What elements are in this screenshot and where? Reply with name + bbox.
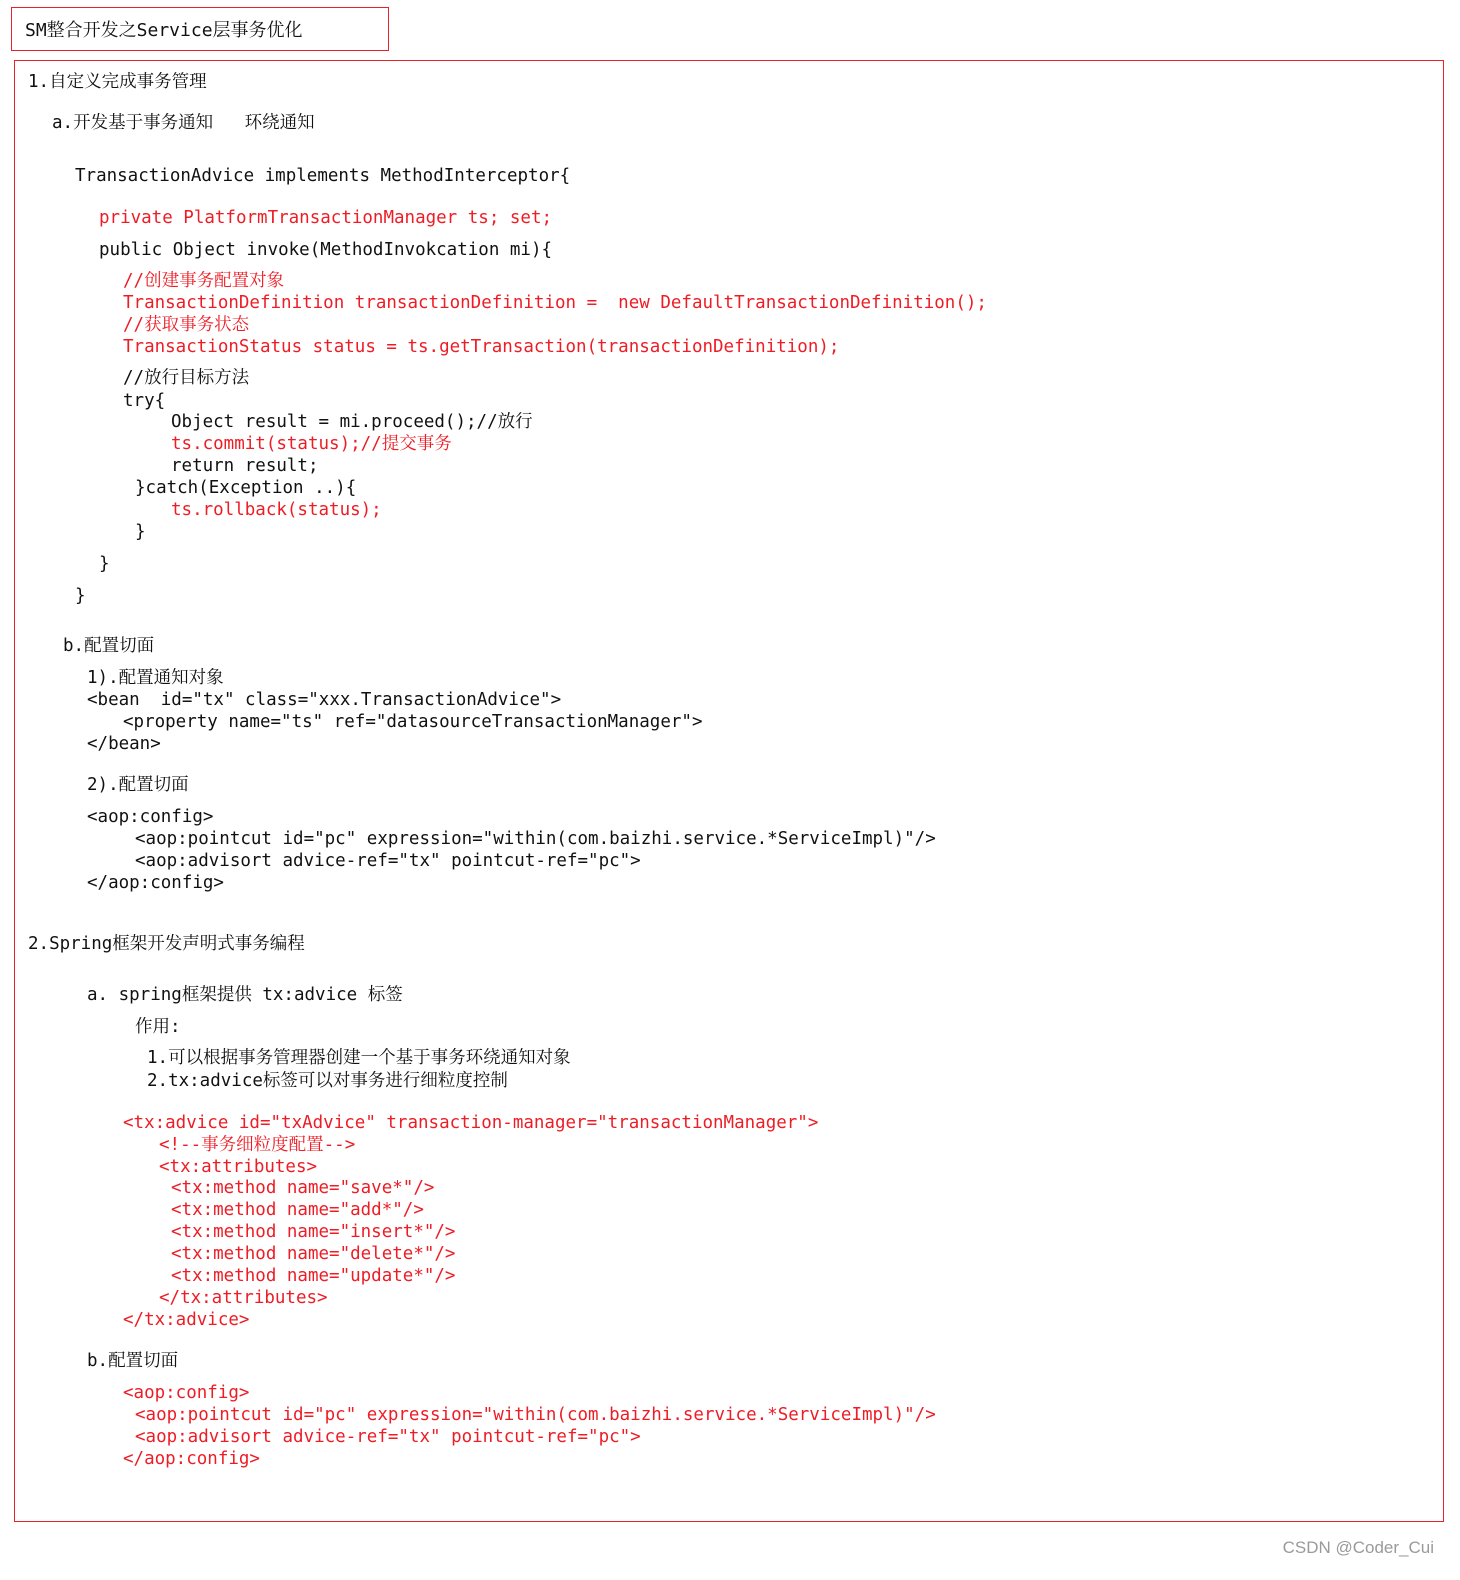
code-line-highlighted: <aop:advisort advice-ref="tx" pointcut-ref="pc">: [135, 1427, 641, 1447]
code-line: <aop:config>: [87, 807, 214, 827]
code-line-highlighted: //创建事务配置对象: [123, 271, 285, 291]
code-line-highlighted: </tx:attributes>: [159, 1288, 328, 1308]
code-line: //放行目标方法: [123, 368, 250, 388]
code-line: b.配置切面: [63, 636, 155, 656]
code-line-highlighted: <tx:method name="add*"/>: [171, 1200, 424, 1220]
code-line: }: [135, 522, 146, 542]
code-line-highlighted: <tx:advice id="txAdvice" transaction-manager="transactionManager">: [123, 1113, 819, 1133]
code-line-highlighted: private PlatformTransactionManager ts; set;: [99, 208, 553, 228]
code-line-highlighted: </aop:config>: [123, 1449, 260, 1469]
code-line-highlighted: <aop:config>: [123, 1383, 250, 1403]
code-line: 作用:: [135, 1017, 181, 1037]
page-title: SM整合开发之Service层事务优化: [25, 20, 303, 41]
code-line: }catch(Exception ..){: [135, 478, 357, 498]
code-line: <property name="ts" ref="datasourceTransactionManager">: [123, 712, 703, 732]
code-line-highlighted: <aop:pointcut id="pc" expression="within(com.baizhi.service.*ServiceImpl)"/>: [135, 1405, 936, 1425]
code-line: a. spring框架提供 tx:advice 标签: [87, 985, 403, 1005]
code-line: 1.可以根据事务管理器创建一个基于事务环绕通知对象: [147, 1048, 571, 1068]
code-line: a.开发基于事务通知 环绕通知: [52, 113, 315, 133]
code-line: </aop:config>: [87, 873, 224, 893]
code-line: }: [99, 554, 110, 574]
code-line: try{: [123, 391, 166, 411]
code-line: 2.tx:advice标签可以对事务进行细粒度控制: [147, 1071, 508, 1091]
code-line-highlighted: </tx:advice>: [123, 1310, 250, 1330]
code-line: 1.自定义完成事务管理: [28, 72, 207, 92]
code-line-highlighted: ts.rollback(status);: [171, 500, 382, 520]
code-line-highlighted: TransactionStatus status = ts.getTransaction(transactionDefinition);: [123, 337, 840, 357]
code-line-highlighted: <tx:method name="insert*"/>: [171, 1222, 456, 1242]
code-line-highlighted: //获取事务状态: [123, 315, 250, 335]
code-line-highlighted: <tx:attributes>: [159, 1157, 318, 1177]
code-line-highlighted: <tx:method name="save*"/>: [171, 1178, 435, 1198]
code-line: </bean>: [87, 734, 161, 754]
code-line-highlighted: TransactionDefinition transactionDefinition = new DefaultTransactionDefinition();: [123, 293, 987, 313]
code-line: 2.Spring框架开发声明式事务编程: [28, 934, 305, 954]
code-line: TransactionAdvice implements MethodInterceptor{: [75, 166, 571, 186]
code-line: <aop:advisort advice-ref="tx" pointcut-ref="pc">: [135, 851, 641, 871]
code-line: Object result = mi.proceed();//放行: [171, 412, 533, 432]
code-line-highlighted: <tx:method name="update*"/>: [171, 1266, 456, 1286]
code-line-highlighted: ts.commit(status);//提交事务: [171, 434, 452, 454]
code-line: public Object invoke(MethodInvokcation mi){: [99, 240, 553, 260]
code-line: 2).配置切面: [87, 775, 189, 795]
code-line: <bean id="tx" class="xxx.TransactionAdvice">: [87, 690, 562, 710]
code-line: 1).配置通知对象: [87, 668, 224, 688]
watermark: CSDN @Coder_Cui: [1282, 1538, 1434, 1557]
code-line: <aop:pointcut id="pc" expression="within(com.baizhi.service.*ServiceImpl)"/>: [135, 829, 936, 849]
code-line: }: [75, 586, 86, 606]
code-line-highlighted: <!--事务细粒度配置-->: [159, 1135, 356, 1155]
code-line: return result;: [171, 456, 319, 476]
code-line: b.配置切面: [87, 1351, 179, 1371]
code-line-highlighted: <tx:method name="delete*"/>: [171, 1244, 456, 1264]
page-title-box: [11, 7, 389, 51]
